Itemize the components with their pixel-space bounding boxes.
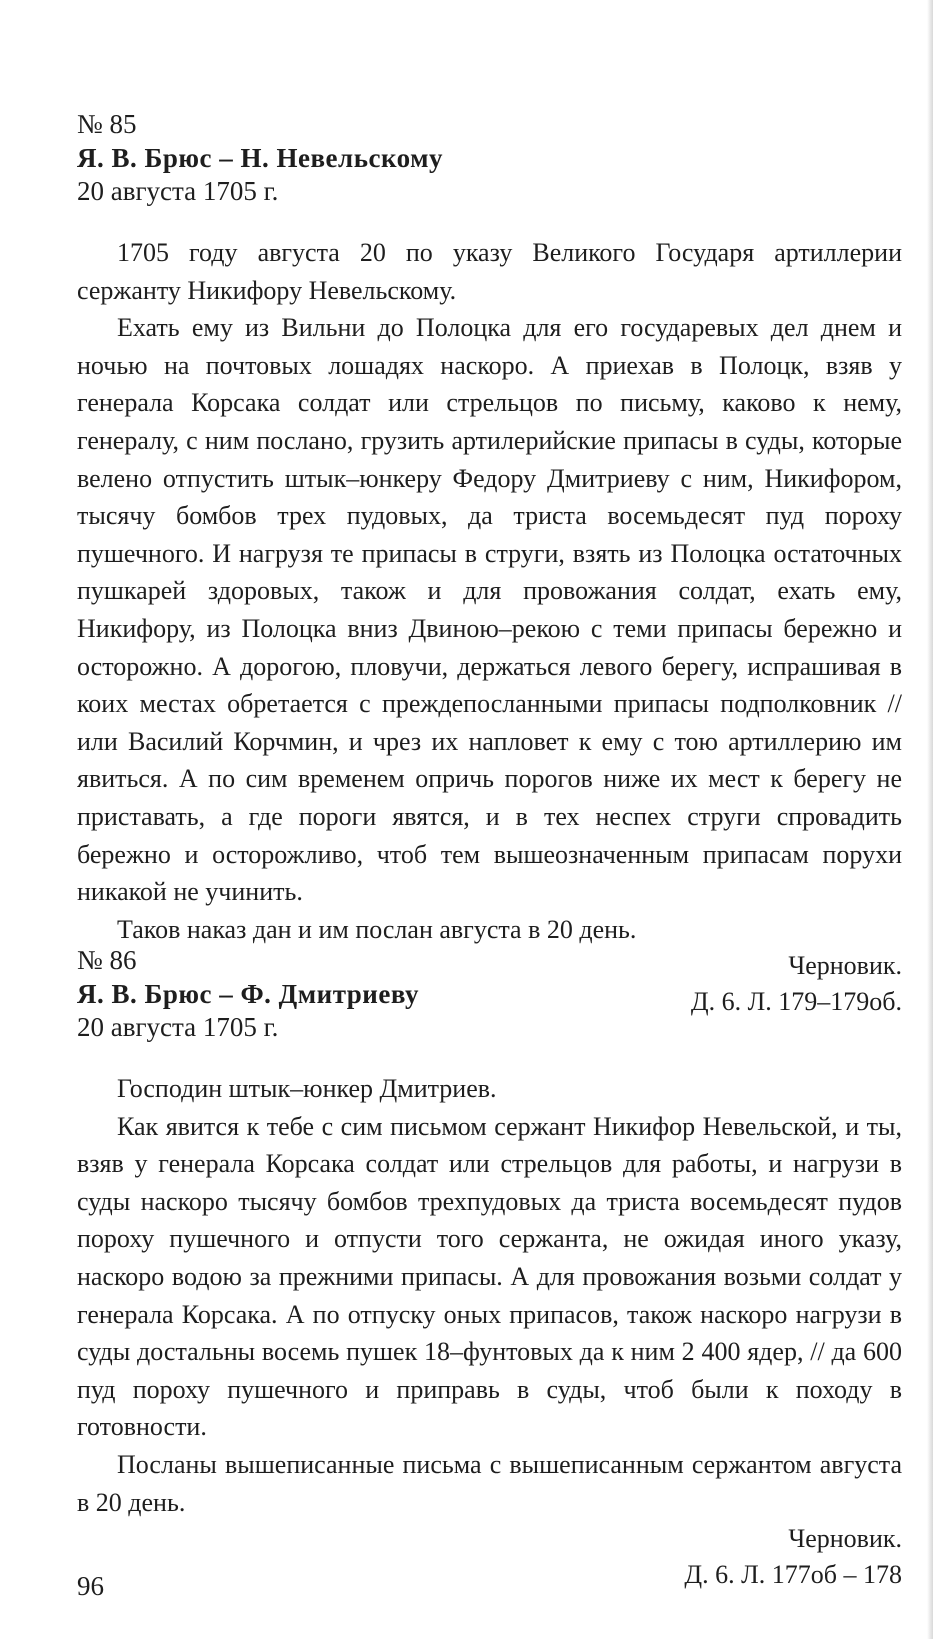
archive-reference: Д. 6. Л. 177об – 178 [684,1560,902,1590]
document-date: 20 августа 1705 г. [77,1012,279,1042]
document-date: 20 августа 1705 г. [77,176,279,206]
paragraph: Как явится к тебе с сим письмом сержант Никифор Невельской, и ты, взяв у генерала Корсака солдат или стрельцов для работы, и нагрузи в суды наскоро тысячу бомбов трехпудовых да триста восемьдесят пудов пороху пушечного и отпусти того сержанта, не ожидая иного указу, наскоро водою за прежними припасы. А для провожания возьми солдат у генерала Корсака. А по отпуску оных припасов, також наскоро нагрузи в суды достальны восемь пушек 18–фунтовых да к ним 2 400 ядер, // да 600 пуд пороху пушечного и приправь в суды, чтоб были к походу в готовности. [77,1111,902,1442]
document-title: Я. В. Брюс – Н. Невельскому [77,143,444,173]
document-number: № 86 [77,945,137,975]
document-title: Я. В. Брюс – Ф. Дмитриеву [77,979,420,1009]
page-number: 96 [77,1571,104,1601]
document-85 [77,106,902,1020]
document-number: № 85 [77,109,137,139]
paragraph: Посланы вышеписанные письма с вышеписанным сержантом августа в 20 день. [77,1449,902,1517]
paragraph: Господин штык–юнкер Дмитриев. [117,1074,497,1103]
draft-note: Черновик. [788,1524,902,1554]
archive-reference: Д. 6. Л. 179–179об. [690,987,902,1017]
document-86 [77,942,902,1593]
paragraph: 1705 году августа 20 по указу Великого Государя артиллерии сержанту Никифору Невельскому. [77,238,902,305]
paragraph: Таков наказ дан и им послан августа в 20 день. [117,914,637,944]
draft-note: Черновик. [788,951,902,981]
page-edge-shadow [927,0,933,1639]
paragraph: Ехать ему из Вильни до Полоцка для его государевых дел днем и ночью на почтовых лошадях наскоро. А приехав в Полоцк, взяв у генерала Корсака солдат или стрельцов по письму, каково к нему, генералу, с ним послано, грузить артилерийские припасы в суды, которые велено отпустить штык–юнкеру Федору Дмитриеву с ним, Никифором, тысячу бомбов трех пудовых, да триста восемьдесят пуд пороху пушечного. И нагрузя те припасы в струги, взять из Полоцка остаточных пушкарей здоровых, також и для провожания солдат, ехать ему, Никифору, из Полоцка вниз Двиною–рекою с теми припасы бережно и осторожно. А дорогою, пловучи, держаться левого берегу, испрашивая в коих местах обретается с преждепосланными припасы подполковник // или Василий Корчмин, и чрез их напловет к ему с тою артиллерию им явиться. А по сим временем опричь порогов ниже их мест к берегу не приставать, а где пороги явятся, и в тех неспех струги спровадить бережно и осторожливо, чтоб тем вышеозначенным припасам порухи никакой не учинить. [77,313,902,907]
